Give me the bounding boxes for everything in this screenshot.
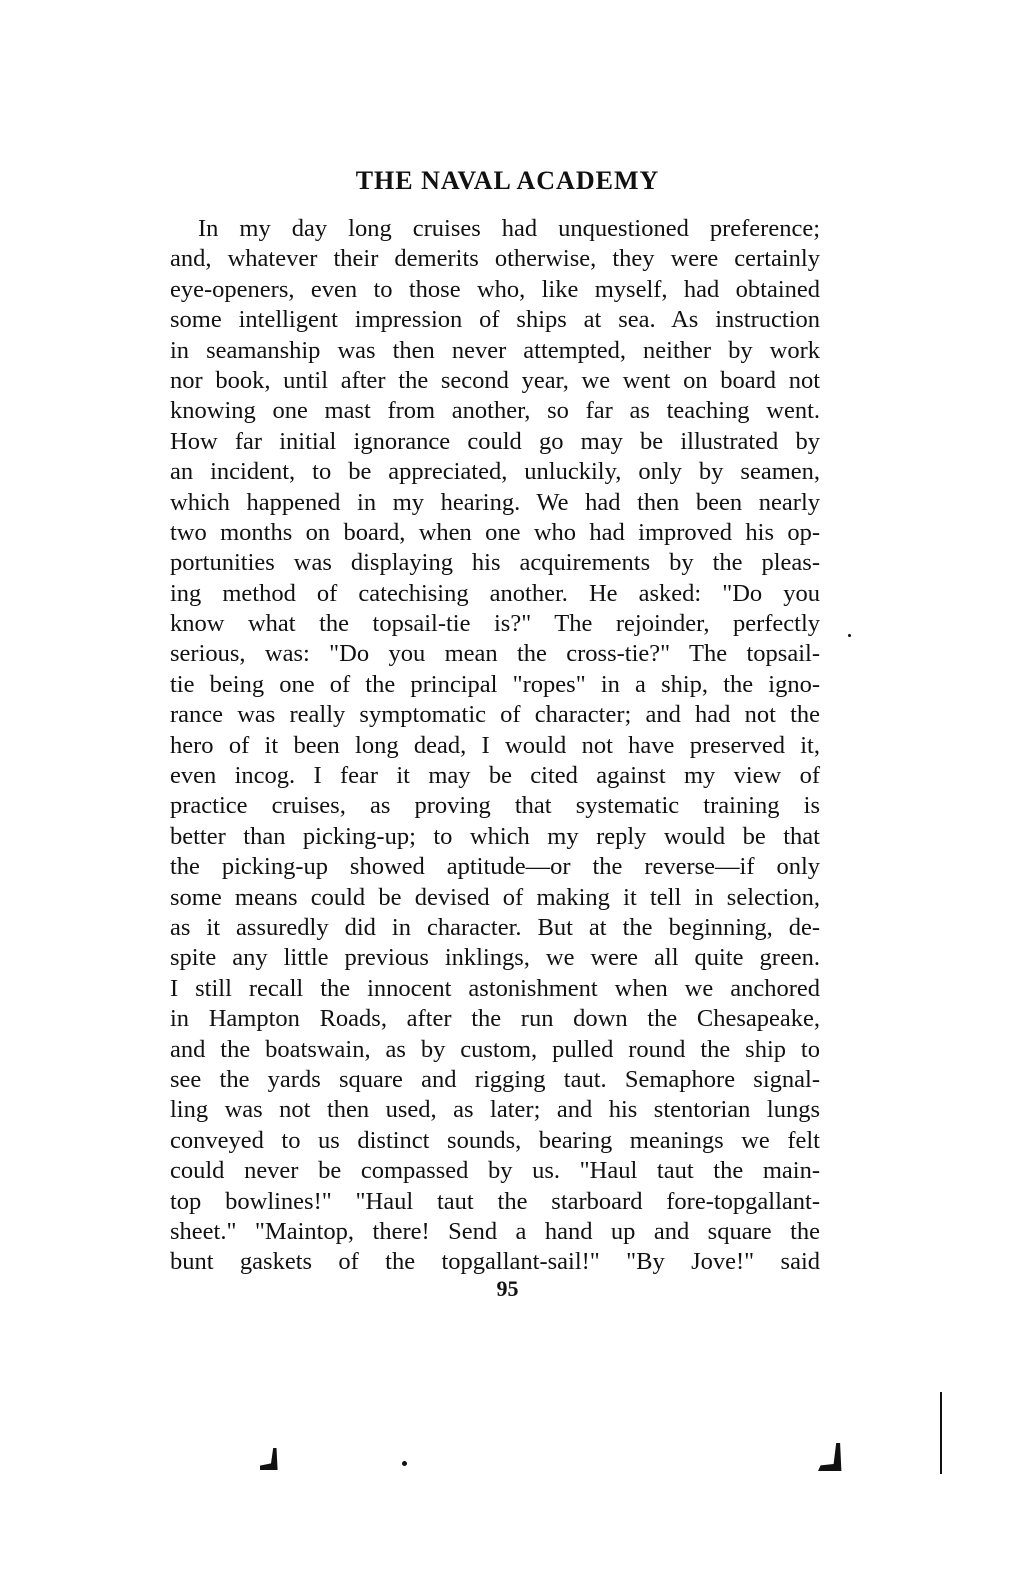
text-line: the picking-up showed aptitude—or the reverse—if only xyxy=(170,853,820,881)
text-line: some means could be devised of making it tell in selection, xyxy=(170,883,820,911)
scan-artifact-left xyxy=(260,1448,282,1470)
text-line: spite any little previous inklings, we were all quite green. xyxy=(170,944,820,972)
text-line: some intelligent impression of ships at sea. As instruction xyxy=(170,306,820,334)
text-line: see the yards square and rigging taut. Semaphore signal- xyxy=(170,1065,820,1093)
text-line: conveyed to us distinct sounds, bearing meanings we felt xyxy=(170,1126,820,1154)
text-line: as it assuredly did in character. But at the beginning, de- xyxy=(170,913,820,941)
text-line: I still recall the innocent astonishment when we anchored xyxy=(170,974,820,1002)
text-line: rance was really symptomatic of character; and had not the xyxy=(170,701,820,729)
page-title: THE NAVAL ACADEMY xyxy=(355,166,660,195)
text-line: top bowlines!" "Haul taut the starboard fore-topgallant- xyxy=(170,1187,820,1215)
text-line: ing method of catechising another. He asked: "Do you xyxy=(170,579,820,607)
text-line: knowing one mast from another, so far as teaching went. xyxy=(170,397,820,425)
scan-artifact-right xyxy=(818,1443,844,1471)
text-line: two months on board, when one who had improved his op- xyxy=(170,518,820,546)
text-line: ling was not then used, as later; and his stentorian lungs xyxy=(170,1096,820,1124)
text-line: even incog. I fear it may be cited against my view of xyxy=(170,762,820,790)
text-line: could never be compassed by us. "Haul taut the main- xyxy=(170,1157,820,1185)
text-line: eye-openers, even to those who, like myself, had obtained xyxy=(170,275,820,303)
page-number: 95 xyxy=(496,1276,519,1301)
text-line: which happened in my hearing. We had then been nearly xyxy=(170,488,820,516)
text-line: hero of it been long dead, I would not have preserved it, xyxy=(170,731,820,759)
text-line: bunt gaskets of the topgallant-sail!" "By Jove!" said xyxy=(170,1248,820,1276)
text-line: How far initial ignorance could go may be illustrated by xyxy=(170,427,820,455)
text-line: portunities was displaying his acquirements by the pleas- xyxy=(170,549,820,577)
text-line: in seamanship was then never attempted, neither by work xyxy=(170,336,820,364)
text-line: know what the topsail-tie is?" The rejoinder, perfectly xyxy=(170,610,820,638)
scan-speck xyxy=(848,634,851,637)
body-text xyxy=(170,214,820,1278)
text-line: better than picking-up; to which my reply would be that xyxy=(170,822,820,850)
text-line: in Hampton Roads, after the run down the Chesapeake, xyxy=(170,1005,820,1033)
scan-artifact-dot xyxy=(402,1461,407,1466)
text-line: nor book, until after the second year, we went on board not xyxy=(170,366,820,394)
text-line: and, whatever their demerits otherwise, they were certainly xyxy=(170,245,820,273)
text-line: sheet." "Maintop, there! Send a hand up and square the xyxy=(170,1217,820,1245)
text-line: tie being one of the principal "ropes" in a ship, the igno- xyxy=(170,670,820,698)
text-line: an incident, to be appreciated, unluckily, only by seamen, xyxy=(170,458,820,486)
text-line: and the boatswain, as by custom, pulled round the ship to xyxy=(170,1035,820,1063)
text-line: serious, was: "Do you mean the cross-tie?" The topsail- xyxy=(170,640,820,668)
text-line: practice cruises, as proving that systematic training is xyxy=(170,792,820,820)
scan-edge-line xyxy=(940,1392,942,1474)
text-line: In my day long cruises had unquestioned preference; xyxy=(198,215,820,242)
